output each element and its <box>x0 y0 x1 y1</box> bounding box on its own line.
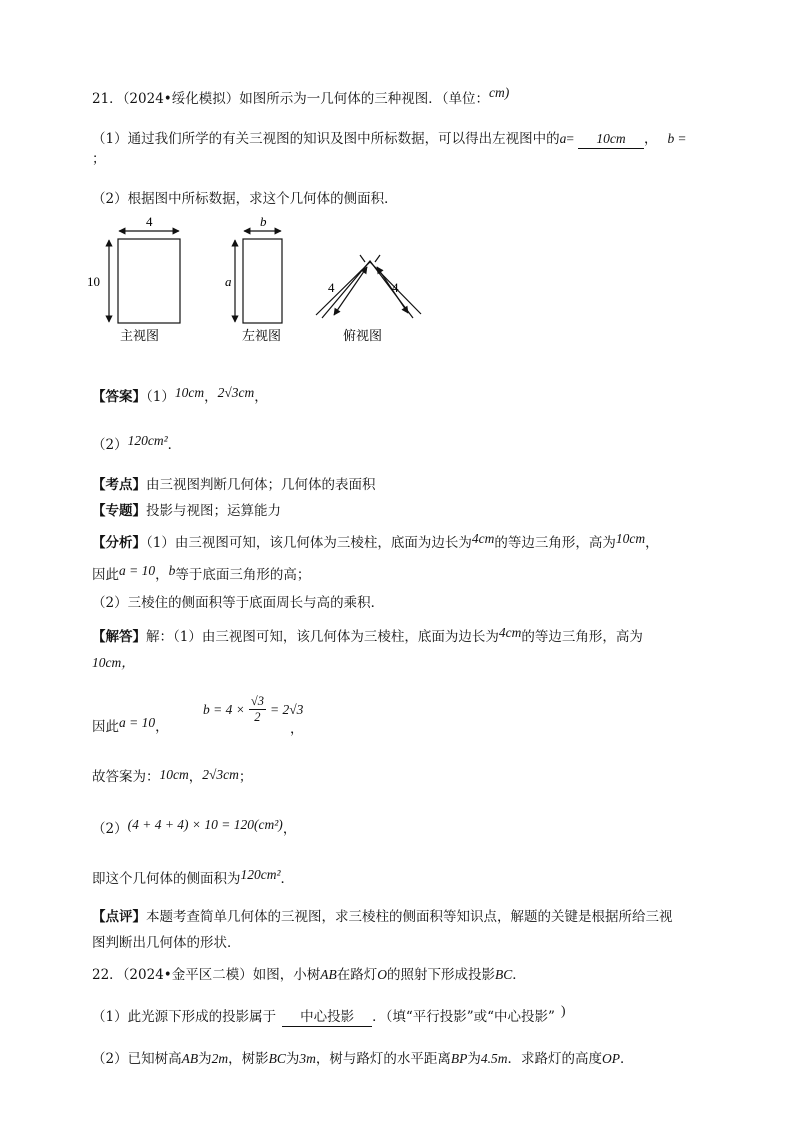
guda-sep: ， <box>188 769 203 785</box>
jieda3-b: ， <box>155 719 169 735</box>
fenxi1-v1: 4cm <box>471 531 495 546</box>
answer1-prefix: （1） <box>146 389 175 405</box>
q22-p2-c: ，树影 <box>228 1051 269 1067</box>
top-tick-left <box>360 255 365 262</box>
q21-source: （2024•绥化模拟） <box>122 91 240 107</box>
q21-part1 <box>92 130 686 149</box>
fraction-numerator: √3 <box>250 694 264 708</box>
q22-part2 <box>92 1050 633 1068</box>
ji-a: 即这个几何体的侧面积为 <box>92 871 241 887</box>
q21-title <box>92 85 510 108</box>
q22-p2-d: 为 <box>285 1051 300 1067</box>
var-b: b <box>667 131 675 146</box>
kaodian-text: 由三视图判断几何体；几何体的表面积 <box>146 477 376 493</box>
q22-number: 22． <box>92 967 123 983</box>
q22-p2-a: （2）已知树高 <box>92 1051 182 1067</box>
q22-p2-b: 为 <box>198 1051 212 1067</box>
q22-stem-a: 如图，小树 <box>252 967 321 983</box>
fenxi2-a: 因此 <box>92 567 119 583</box>
fenxi1-c: ， <box>645 535 659 551</box>
q21-stem: 如图所示为一几何体的三种视图．（单位： <box>239 91 490 107</box>
fenxi2-b: ， <box>155 567 169 583</box>
zhuanti-label: 【专题】 <box>92 503 146 519</box>
fenxi1-a: （1）由三视图可知，该几何体为三棱柱，底面为边长为 <box>146 535 472 551</box>
calc-prefix: （2） <box>92 821 128 837</box>
q22-p2-bp: BP <box>450 1051 468 1066</box>
q22-stem-end: ． <box>512 967 526 983</box>
dianping-1 <box>92 908 673 926</box>
fenxi-3: （2）三棱住的侧面积等于底面周长与高的乘积． <box>92 595 385 611</box>
sep: ， <box>204 389 218 405</box>
front-height-label: 10 <box>87 274 100 289</box>
front-caption: 主视图 <box>120 329 160 344</box>
jieda3-a: 因此 <box>92 719 119 735</box>
q22-p2-f: 为 <box>467 1051 481 1067</box>
jieda3-eq: a = 10 <box>119 715 156 730</box>
calc-expression: (4 + 4 + 4) × 10 = 120(cm²) <box>127 817 283 832</box>
fenxi2-var: b <box>168 563 176 578</box>
q22-p2-v3: 4.5m <box>480 1051 508 1066</box>
ji-v: 120cm² <box>240 867 281 882</box>
ji <box>92 867 295 888</box>
q21-part1-text: （1）通过我们所学的有关三视图的知识及图中所标数据，可以得出左视图中的 <box>92 131 560 147</box>
answer1-value-1: 10cm <box>174 385 205 400</box>
left-caption: 左视图 <box>242 329 282 344</box>
answer-line-2 <box>92 433 182 454</box>
fenxi-2 <box>92 563 311 584</box>
q22-stem-c: 的照射下形成投影 <box>387 967 496 983</box>
eq-sign: = <box>566 131 574 146</box>
jieda3-end: ， <box>290 721 304 737</box>
top-caption: 俯视图 <box>343 329 383 344</box>
calc <box>92 817 297 838</box>
ji-end: ． <box>280 871 295 887</box>
q22-stem-b: 在路灯 <box>336 967 378 983</box>
fenxi-1 <box>92 531 659 552</box>
fenxi1-b: 的等边三角形，高为 <box>494 535 616 551</box>
guda-end: ； <box>238 769 253 785</box>
q22-ab: AB <box>320 967 337 982</box>
q22-p2-g: ．求路灯的高度 <box>507 1051 602 1067</box>
left-width-label: b <box>260 214 267 229</box>
q22-p2-end: ． <box>619 1051 634 1067</box>
jieda1-a: 解：（1）由三视图可知，该几何体为三棱柱，底面为边长为 <box>146 629 499 645</box>
q22-p1-b: ．（填“平行投影”或“中心投影” <box>372 1009 555 1025</box>
fenxi-label: 【分析】 <box>92 535 146 551</box>
q22-p2-v2: 3m <box>299 1051 316 1066</box>
dianping-label: 【点评】 <box>92 909 146 925</box>
calc-end: ， <box>282 821 297 837</box>
three-views-figure <box>80 210 440 350</box>
fenxi2-c: 等于底面三角形的高； <box>175 567 311 583</box>
answer2-end: ． <box>167 437 182 453</box>
answer2-prefix: （2） <box>92 437 128 453</box>
q22-title <box>92 966 526 984</box>
top-left-label: 4 <box>328 280 335 295</box>
front-width-label: 4 <box>146 214 153 229</box>
q21-part2: （2）根据图中所标数据，求这个几何体的侧面积． <box>92 191 398 207</box>
zhuanti-text: 投影与视图；运算能力 <box>146 503 281 519</box>
top-left-arrow <box>334 267 367 315</box>
kaodian-label: 【考点】 <box>92 477 146 493</box>
answer1-value-2: 2√3cm <box>217 385 255 400</box>
q22-part1 <box>92 1003 566 1027</box>
top-right-label: 4 <box>392 280 399 295</box>
q21-unit: cm) <box>489 85 510 100</box>
comma: ， <box>643 131 658 147</box>
fenxi1-v2: 10cm <box>615 531 646 546</box>
guda-v1: 10cm <box>159 767 189 782</box>
q21-number: 21． <box>92 91 123 107</box>
guda-a: 故答案为： <box>92 769 160 785</box>
front-view-rect <box>118 239 180 323</box>
jieda1-b: 的等边三角形，高为 <box>521 629 643 645</box>
q22-source: （2024•金平区二模） <box>122 967 253 983</box>
formula-lhs: b = 4 × <box>203 701 245 717</box>
kaodian <box>92 476 376 494</box>
q22-p2-bc: BC <box>268 1051 286 1066</box>
top-tick-right <box>375 255 380 262</box>
q22-p2-op: OP <box>601 1051 620 1066</box>
fenxi2-eq: a = 10 <box>119 563 156 578</box>
q21-blank-a: 10cm <box>578 130 644 149</box>
guda <box>92 768 252 786</box>
jieda1-v: 4cm <box>498 625 522 640</box>
fraction <box>249 694 266 725</box>
q22-paren: ) <box>560 1003 566 1018</box>
q22-p2-ab: AB <box>181 1051 199 1066</box>
dianping1-text: 本题考查简单几何体的三视图，求三棱柱的侧面积等知识点，解题的关键是根据所给三视 <box>146 909 673 925</box>
jieda-3 <box>92 715 169 736</box>
q21-part1-end: ； <box>92 151 106 167</box>
fraction-denominator: 2 <box>254 710 261 724</box>
eq-sign-2: = <box>678 131 686 146</box>
dianping-2: 图判断出几何体的形状． <box>92 935 241 951</box>
formula-rhs: = 2√3 <box>269 701 304 717</box>
q22-p1-a: （1）此光源下形成的投影属于 <box>92 1009 277 1025</box>
sep-end: ， <box>254 389 268 405</box>
jieda2-value: 10cm， <box>92 655 135 670</box>
jieda-1 <box>92 625 643 646</box>
jieda-2 <box>92 654 135 672</box>
answer-line-1 <box>92 385 268 406</box>
q22-p2-v1: 2m <box>211 1051 229 1066</box>
q22-bc: BC <box>495 967 513 982</box>
top-view-triangle <box>322 261 413 318</box>
jieda3-formula <box>203 694 303 725</box>
left-view-rect <box>243 239 282 323</box>
jieda-label: 【解答】 <box>92 629 146 645</box>
var-a: a <box>559 131 567 146</box>
q22-blank-projection: 中心投影 <box>282 1008 372 1027</box>
q22-o: O <box>377 967 388 982</box>
guda-v2: 2√3cm <box>202 767 239 782</box>
left-height-label: a <box>225 274 232 289</box>
answer2-value: 120cm² <box>127 433 168 448</box>
q22-p2-e: ，树与路灯的水平距离 <box>315 1051 451 1067</box>
zhuanti <box>92 502 281 520</box>
answer-label: 【答案】 <box>92 389 146 405</box>
